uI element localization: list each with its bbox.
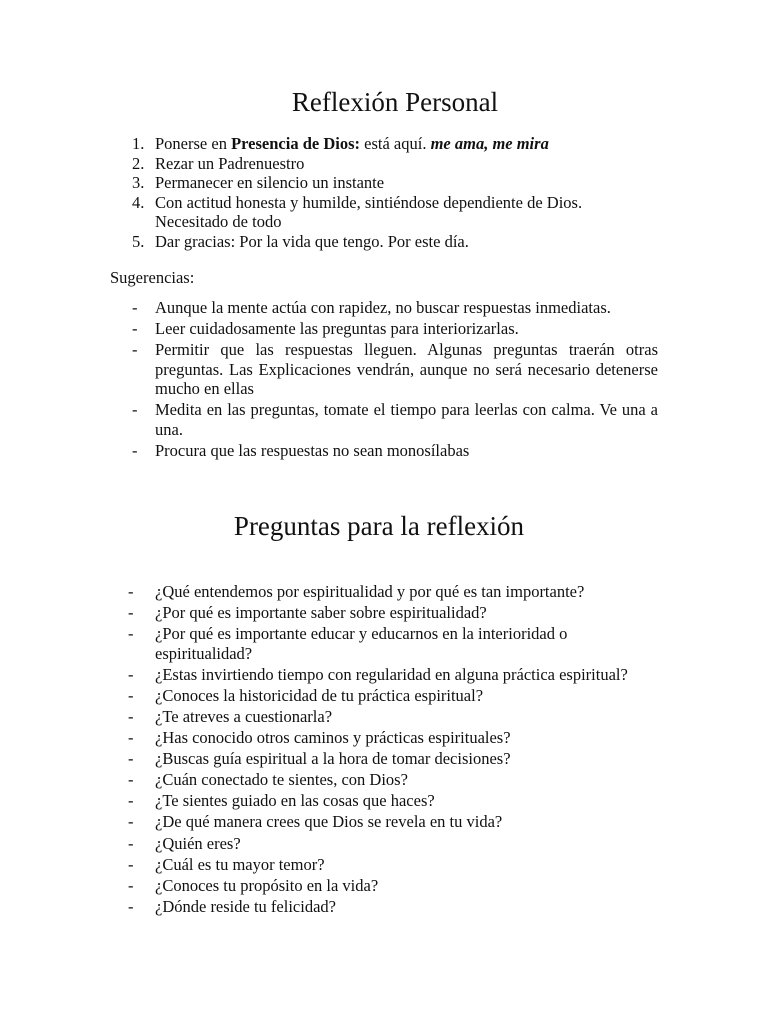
bullet-dash: - <box>128 896 134 916</box>
list-item <box>110 173 658 193</box>
pregunta-text: ¿Conoces tu propósito en la vida? <box>155 875 379 895</box>
list-item <box>128 812 668 832</box>
preguntas-list <box>128 582 668 918</box>
step-text: Dar gracias: Por la vida que tengo. Por este día. <box>155 231 469 251</box>
pregunta-text: ¿Has conocido otros caminos y prácticas espirituales? <box>155 728 511 748</box>
pregunta-text: ¿Cuál es tu mayor temor? <box>155 854 325 874</box>
list-item <box>110 193 658 232</box>
bullet-dash: - <box>128 624 134 644</box>
section-title: Preguntas para la reflexión <box>233 511 525 541</box>
list-item <box>110 340 658 399</box>
list-number: 2. <box>132 153 145 173</box>
list-item <box>110 154 658 174</box>
pregunta-text: ¿Cuán conectado te sientes, con Dios? <box>155 770 408 790</box>
list-item <box>128 624 668 663</box>
pregunta-text: ¿Buscas guía espiritual a la hora de tomar decisiones? <box>155 749 511 769</box>
sugerencia-text: Leer cuidadosamente las preguntas para interiorizarlas. <box>155 319 519 338</box>
pregunta-text: ¿Conoces la historicidad de tu práctica espiritual? <box>155 685 484 705</box>
bullet-dash: - <box>128 833 134 853</box>
sugerencia-text: Procura que las respuestas no sean monosílabas <box>155 440 470 460</box>
list-item <box>128 749 668 769</box>
bullet-dash: - <box>128 875 134 895</box>
step-text: está aquí. <box>360 134 431 153</box>
list-item <box>110 232 658 252</box>
bullet-dash: - <box>128 791 134 811</box>
list-item <box>110 319 658 339</box>
bullet-dash: - <box>128 603 134 623</box>
list-item <box>110 441 658 461</box>
step-emphasis-text: me ama, me mira <box>430 134 549 153</box>
pregunta-text: ¿Te sientes guiado en las cosas que haces? <box>155 791 435 811</box>
step-text: Permanecer en silencio un instante <box>155 173 385 192</box>
list-number: 1. <box>132 134 145 153</box>
list-item <box>110 298 658 318</box>
list-item <box>128 834 668 854</box>
pregunta-text: ¿Estas invirtiendo tiempo con regularidad en alguna práctica espiritual? <box>155 664 628 684</box>
step-bold-text: Presencia de Dios: <box>231 134 361 153</box>
bullet-dash: - <box>128 685 134 705</box>
bullet-dash: - <box>132 340 138 359</box>
sugerencia-text: Aunque la mente actúa con rapidez, no buscar respuestas inmediatas. <box>155 298 611 317</box>
bullet-dash: - <box>128 770 134 790</box>
list-item <box>128 791 668 811</box>
list-item <box>128 728 668 748</box>
pregunta-text: ¿Por qué es importante saber sobre espiritualidad? <box>155 603 487 623</box>
bullet-dash: - <box>128 749 134 769</box>
list-item <box>128 603 668 623</box>
pregunta-text: ¿De qué manera crees que Dios se revela en tu vida? <box>155 812 503 832</box>
list-item <box>128 707 668 727</box>
pregunta-text: ¿Qué entendemos por espiritualidad y por qué es tan importante? <box>155 582 585 601</box>
bullet-dash: - <box>128 582 134 601</box>
sugerencias-list <box>110 298 658 462</box>
bullet-dash: - <box>128 664 134 684</box>
list-item <box>128 770 668 790</box>
step-text: Ponerse en <box>155 134 232 153</box>
pregunta-text: ¿Te atreves a cuestionarla? <box>155 706 333 726</box>
bullet-dash: - <box>132 440 138 460</box>
list-item <box>128 897 668 917</box>
list-number: 5. <box>132 231 145 251</box>
steps-list <box>110 134 658 251</box>
list-item <box>128 665 668 685</box>
sugerencia-text: Permitir que las respuestas lleguen. Algunas preguntas traerán otras preguntas. Las Explicaciones vendrán, aunque no será necesario detenerse mucho en ellas <box>155 340 658 398</box>
bullet-dash: - <box>132 400 138 419</box>
list-number: 3. <box>132 173 145 192</box>
sugerencias-heading: Sugerencias: <box>110 268 195 287</box>
list-item <box>110 134 658 154</box>
pregunta-text: ¿Quién eres? <box>155 833 241 853</box>
pregunta-text: ¿Dónde reside tu felicidad? <box>155 896 336 916</box>
bullet-dash: - <box>132 298 138 317</box>
list-item <box>128 876 668 896</box>
list-item <box>128 582 668 602</box>
bullet-dash: - <box>128 812 134 832</box>
list-item <box>128 686 668 706</box>
step-text: Rezar un Padrenuestro <box>155 153 305 173</box>
list-item <box>110 400 658 439</box>
list-item <box>128 855 668 875</box>
list-number: 4. <box>132 192 145 212</box>
step-text: Con actitud honesta y humilde, sintiéndose dependiente de Dios. Necesitado de todo <box>155 192 583 231</box>
bullet-dash: - <box>128 854 134 874</box>
pregunta-text: ¿Por qué es importante educar y educarnos en la interioridad o espiritualidad? <box>155 624 568 663</box>
bullet-dash: - <box>132 319 138 338</box>
sugerencia-text: Medita en las preguntas, tomate el tiempo para leerlas con calma. Ve una a una. <box>155 400 658 439</box>
page-title: Reflexión Personal <box>291 87 499 117</box>
bullet-dash: - <box>128 728 134 748</box>
bullet-dash: - <box>128 706 134 726</box>
